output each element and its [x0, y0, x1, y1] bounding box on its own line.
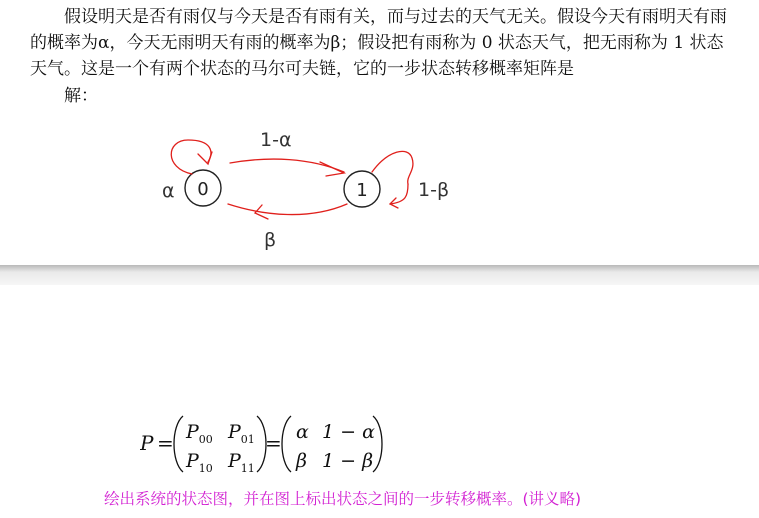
- state-0-label: 0: [197, 179, 209, 200]
- matrix-equals-1: =: [157, 431, 174, 455]
- m11: 1 − β: [322, 450, 374, 472]
- label-1-beta: 1-β: [418, 179, 450, 201]
- matrix-left-paren-2: [282, 416, 291, 472]
- label-beta: β: [264, 229, 277, 251]
- label-1-alpha: 1-α: [260, 129, 292, 151]
- transition-matrix: [140, 410, 400, 480]
- m00: α: [296, 421, 309, 443]
- p11: $P_{11}$: [228, 450, 255, 475]
- problem-paragraph: [30, 4, 730, 82]
- m10: β: [296, 450, 307, 472]
- p01: $P_{01}$: [228, 421, 255, 446]
- problem-text: 假设明天是否有雨仅与今天是否有雨有关，而与过去的天气无关。假设今天有雨明天有雨的概率为α，今天无雨明天有雨的概率为β；假设把有雨称为 0 状态天气，把无雨称为 1 状态天气。这是一个有两个状态的马尔可夫链，它的一步状态转移概率矩阵是: [30, 7, 727, 79]
- matrix-left-paren-1: [174, 416, 183, 472]
- matrix-lhs: P: [140, 431, 154, 455]
- state-1-label: 1: [356, 180, 368, 201]
- state-diagram: [140, 118, 480, 268]
- self-loop-0: [171, 140, 211, 174]
- arrow-0-to-1-head: [320, 162, 344, 176]
- caption: 绘出系统的状态图，并在图上标出状态之间的一步转移概率。(讲义略): [104, 490, 582, 508]
- solution-label: 解：: [64, 86, 98, 106]
- self-loop-0-head: [198, 152, 212, 164]
- arrow-1-to-0: [228, 204, 347, 215]
- page-divider: [0, 265, 759, 285]
- label-alpha: α: [162, 180, 175, 202]
- matrix-equals-2: =: [265, 431, 282, 455]
- m01: 1 − α: [322, 421, 375, 443]
- p10: $P_{10}$: [186, 450, 213, 475]
- p00: $P_{00}$: [186, 421, 213, 446]
- self-loop-1: [372, 151, 413, 184]
